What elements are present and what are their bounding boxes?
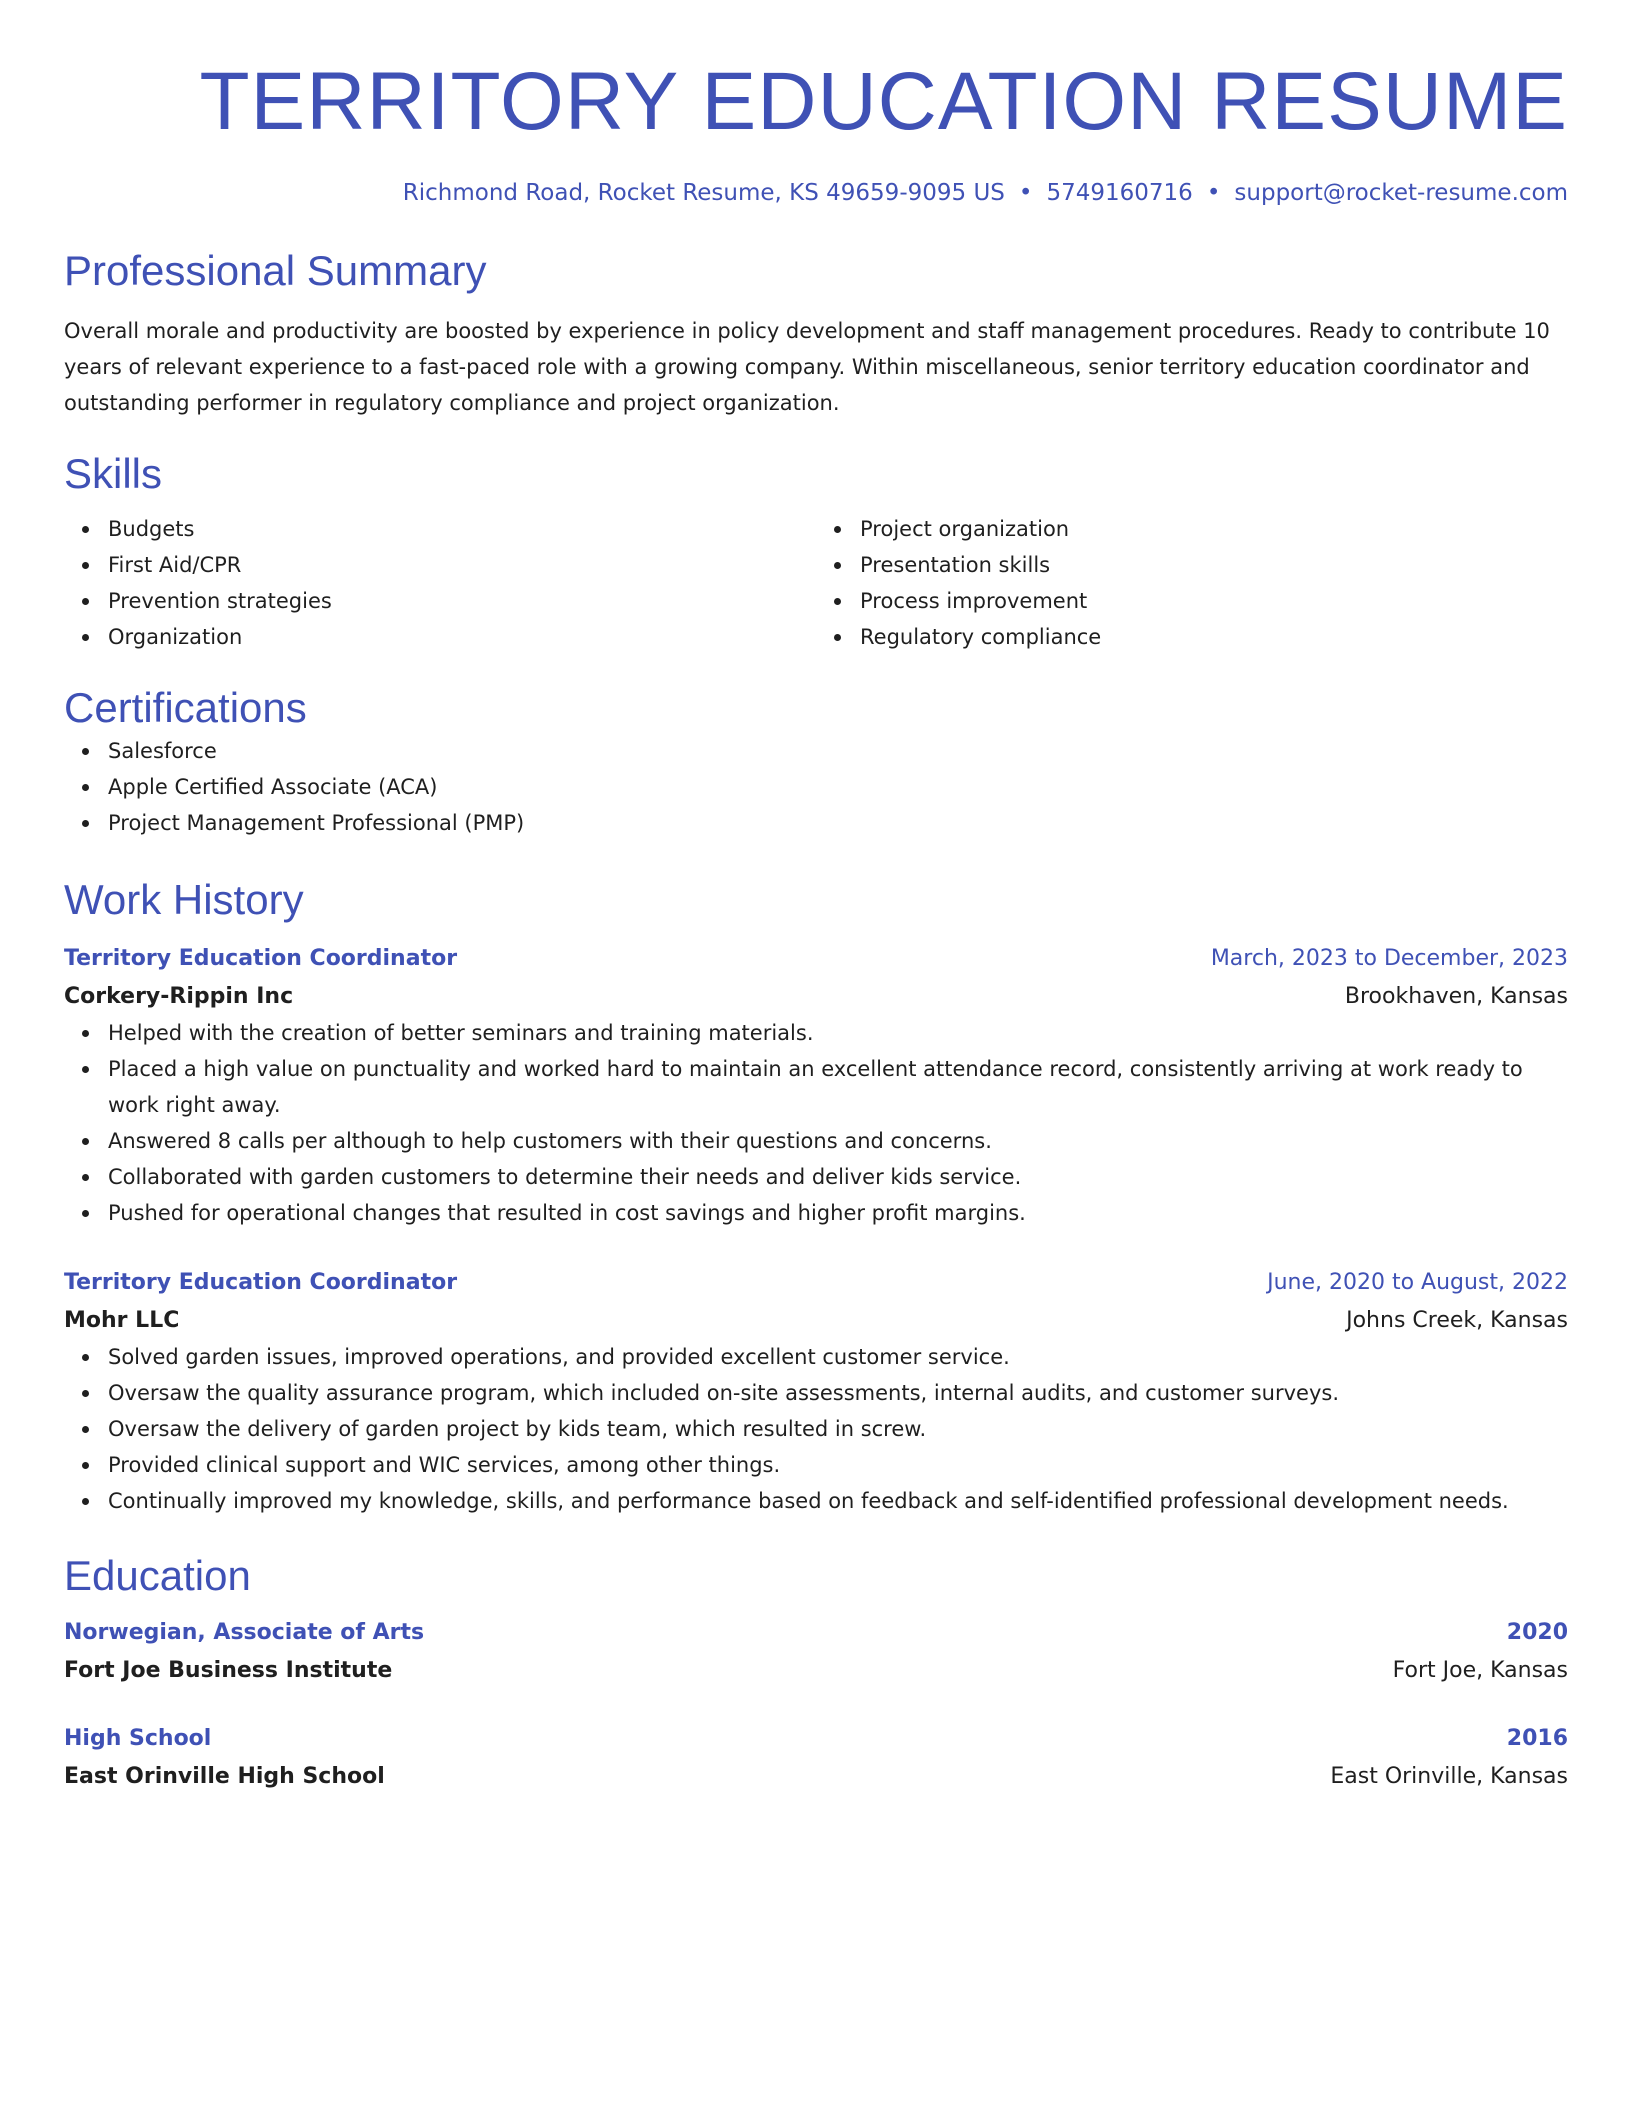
education-entry — [64, 1615, 1568, 1689]
contact-email: support@rocket-resume.com — [1234, 180, 1568, 206]
resume-name: TERRITORY EDUCATION RESUME — [199, 56, 1568, 147]
education-location: Fort Joe, Kansas — [1392, 1658, 1568, 1683]
education-header-row — [64, 1721, 1568, 1757]
education-degree: Norwegian, Associate of Arts — [64, 1620, 425, 1645]
job-bullets — [64, 1015, 1568, 1231]
education-year: 2020 — [1506, 1620, 1568, 1645]
job-bullet: Helped with the creation of better seminars and training materials. — [108, 1015, 1568, 1051]
skill-item: Project organization — [860, 511, 1568, 547]
education-year: 2016 — [1506, 1726, 1568, 1751]
job-entry — [64, 941, 1568, 1231]
job-company-row — [64, 977, 1568, 1015]
job-bullet: Collaborated with garden customers to determine their needs and deliver kids service. — [108, 1159, 1568, 1195]
job-bullet: Solved garden issues, improved operations, and provided excellent customer service. — [108, 1339, 1568, 1375]
section-title-work-history: Work History — [64, 876, 304, 923]
job-company: Mohr LLC — [64, 1308, 180, 1333]
education-entry — [64, 1721, 1568, 1795]
job-entry — [64, 1265, 1568, 1519]
job-company-row — [64, 1301, 1568, 1339]
job-location: Johns Creek, Kansas — [1346, 1308, 1568, 1333]
skill-item: Budgets — [108, 511, 816, 547]
education-location: East Orinville, Kansas — [1330, 1764, 1568, 1789]
education-header-row — [64, 1615, 1568, 1651]
job-bullet: Provided clinical support and WIC services, among other things. — [108, 1447, 1568, 1483]
job-dates: June, 2020 to August, 2022 — [1267, 1270, 1568, 1295]
job-dates: March, 2023 to December, 2023 — [1210, 946, 1568, 971]
skill-item: First Aid/CPR — [108, 547, 816, 583]
job-header-row — [64, 941, 1568, 977]
job-bullet: Oversaw the quality assurance program, which included on-site assessments, internal audits, and customer surveys. — [108, 1375, 1568, 1411]
summary-text: Overall morale and productivity are boosted by experience in policy development and staff management procedures. Ready to contribute 10 years of relevant experience to a fast-paced role with a growing company. Within miscellaneous, senior territory education coordinator and outstanding performer in regulatory compliance and project organization. — [64, 319, 1550, 415]
skills-grid — [64, 511, 1568, 655]
education-school: Fort Joe Business Institute — [64, 1658, 393, 1683]
skills-list-right — [816, 511, 1568, 655]
job-header-row — [64, 1265, 1568, 1301]
job-company: Corkery-Rippin Inc — [64, 984, 294, 1009]
certification-item: Project Management Professional (PMP) — [108, 805, 1568, 841]
education-school: East Orinville High School — [64, 1764, 385, 1789]
skill-item: Process improvement — [860, 583, 1568, 619]
job-bullet: Oversaw the delivery of garden project by kids team, which resulted in screw. — [108, 1411, 1568, 1447]
section-title-skills: Skills — [64, 450, 163, 497]
job-bullet: Placed a high value on punctuality and worked hard to maintain an excellent attendance record, consistently arriving at work ready to work right away. — [108, 1051, 1568, 1123]
skill-item: Organization — [108, 619, 816, 655]
job-bullet: Answered 8 calls per although to help customers with their questions and concerns. — [108, 1123, 1568, 1159]
section-title-education: Education — [64, 1552, 251, 1599]
certifications-list — [64, 733, 1568, 841]
certification-item: Apple Certified Associate (ACA) — [108, 769, 1568, 805]
skill-item: Presentation skills — [860, 547, 1568, 583]
section-title-summary: Professional Summary — [64, 247, 487, 294]
contact-phone: 5749160716 — [1046, 180, 1193, 206]
contact-address: Richmond Road, Rocket Resume, KS 49659-9095 US — [402, 180, 1005, 206]
education-degree: High School — [64, 1726, 212, 1751]
job-bullet: Pushed for operational changes that resulted in cost savings and higher profit margins. — [108, 1195, 1568, 1231]
skills-list-left — [64, 511, 816, 655]
skill-item: Regulatory compliance — [860, 619, 1568, 655]
skills-column-right — [816, 511, 1568, 655]
skill-item: Prevention strategies — [108, 583, 816, 619]
contact-line — [64, 178, 1568, 208]
contact-separator: • — [1018, 180, 1033, 206]
education-school-row — [64, 1651, 1568, 1689]
contact-separator: • — [1206, 180, 1221, 206]
section-title-certifications: Certifications — [64, 684, 307, 731]
education-school-row — [64, 1757, 1568, 1795]
job-location: Brookhaven, Kansas — [1344, 984, 1568, 1009]
job-role: Territory Education Coordinator — [64, 1270, 458, 1295]
skills-column-left — [64, 511, 816, 655]
certification-item: Salesforce — [108, 733, 1568, 769]
job-role: Territory Education Coordinator — [64, 946, 458, 971]
job-bullets — [64, 1339, 1568, 1519]
job-bullet: Continually improved my knowledge, skills, and performance based on feedback and self-identified professional development needs. — [108, 1483, 1568, 1519]
